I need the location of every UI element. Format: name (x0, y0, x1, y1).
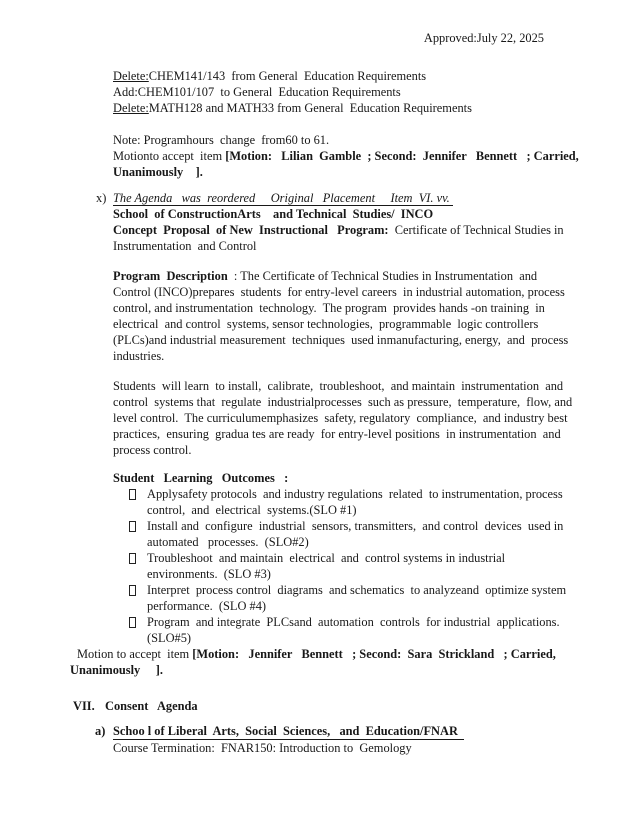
school-line: Schoo l of Liberal Arts, Social Sciences, and Education/FNAR (113, 723, 464, 740)
slo-list-item (128, 518, 575, 550)
proposal-title (113, 222, 575, 254)
note-line: Note: Programhours change from60 to 61. (113, 133, 330, 147)
school-line: School of ConstructionArts and Technical Studies/ INCO (113, 207, 434, 221)
slo-item-text: Interpret process control diagrams and schematics to analyzeand optimize system performance. (SLO #4) (147, 583, 570, 613)
course-termination-line: Course Termination: FNAR150: Introduction to Gemology (113, 741, 412, 755)
motion-line (77, 646, 575, 662)
motion-line-continued: Unanimously ]. (113, 165, 203, 179)
document-body (70, 68, 579, 756)
ged-change-line (113, 84, 575, 100)
slo-list-item (128, 614, 575, 646)
ged-change-line (113, 68, 575, 84)
agenda-reordered-note: The Agenda was reordered Original Placement Item VI. vv. (113, 191, 453, 205)
gen-ed-changes-block (113, 68, 575, 116)
students-paragraph: Students will learn to install, calibrate, troubleshoot, and maintain instrumentation and control systems that regulate industrialprocesses such as pressure, temperature, flow, and level control. The curriculumemphasizes safety, regulatory compliance, and industry best practices, ensuring gradua tes are ready for entry-level positions in instrumentation and process control. (113, 379, 576, 457)
slo-list-item (128, 486, 575, 518)
motion-line (113, 148, 579, 164)
square-bullet-icon (129, 553, 136, 564)
program-description-paragraph (113, 268, 575, 364)
reordered-note-row (96, 190, 575, 206)
ged-change-text: MATH128 and MATH33 from General Education Requirements (148, 101, 472, 115)
square-bullet-icon (129, 585, 136, 596)
section-title: Consent Agenda (105, 699, 198, 713)
slo-list-item (128, 582, 575, 614)
slo-item-text: Install and configure industrial sensors, transmitters, and control devices used in automated processes. (SLO#2) (147, 519, 567, 549)
proposal-title-rest: Certificate of Technical Studies in Instrumentation and Control (113, 223, 567, 253)
motion-intro: Motion to accept item (77, 647, 193, 661)
ged-change-text: Add:CHEM101/107 to General Education Requirements (113, 85, 401, 99)
motion-bracket: [Motion: Lilian Gamble ; Second: Jennifer Bennett ; Carried, (225, 149, 579, 163)
program-description-text: : The Certificate of Technical Studies in Instrumentation and Control (INCO)prepares students for entry-level careers in industrial automation, process control, and instrumentation technology. The program provides hands -on training in electrical and control systems, sensor technologies, programmable logic controllers (PLCs)and industrial measurement techniques used inmanufacturing, energy, and process industries. (113, 269, 572, 363)
slo-item-text: Troubleshoot and maintain electrical and control systems in industrial environments. (SLO #3) (147, 551, 509, 581)
motion-intro: Motionto accept item (113, 149, 226, 163)
square-bullet-icon (129, 521, 136, 532)
item-label: x) (96, 191, 107, 205)
delete-label: Delete: (113, 101, 149, 115)
motion-bracket: [Motion: Jennifer Bennett ; Second: Sara Strickland ; Carried, (192, 647, 556, 661)
section-consent-agenda (73, 698, 575, 756)
document-page (0, 30, 618, 830)
slo-item-text: Program and integrate PLCsand automation controls for industrial applications. (SLO#5) (147, 615, 563, 645)
proposal-title-bold: Concept Proposal of New Instructional Program: (113, 223, 395, 237)
delete-label: Delete: (113, 69, 149, 83)
square-bullet-icon (129, 617, 136, 628)
program-description-label: Program Description (113, 269, 234, 283)
school-line-row (113, 723, 575, 740)
section-number: VII. (73, 699, 95, 713)
slo-heading: Student Learning Outcomes : (113, 471, 289, 485)
slo-item-text: Applysafety protocols and industry regulations related to instrumentation, process control, and electrical systems.(SLO #1) (147, 487, 566, 517)
agenda-item-a (95, 723, 575, 756)
agenda-item-x (70, 190, 576, 678)
ged-change-text: CHEM141/143 from General Education Requirements (148, 69, 427, 83)
ged-change-line (113, 100, 575, 116)
item-label: a) (95, 724, 106, 738)
approved-date: Approved:July 22, 2025 (423, 31, 544, 45)
motion-line-continued: Unanimously ]. (70, 663, 163, 677)
square-bullet-icon (129, 489, 136, 500)
slo-list (113, 486, 575, 646)
note-and-motion-block (113, 132, 579, 180)
slo-list-item (128, 550, 575, 582)
